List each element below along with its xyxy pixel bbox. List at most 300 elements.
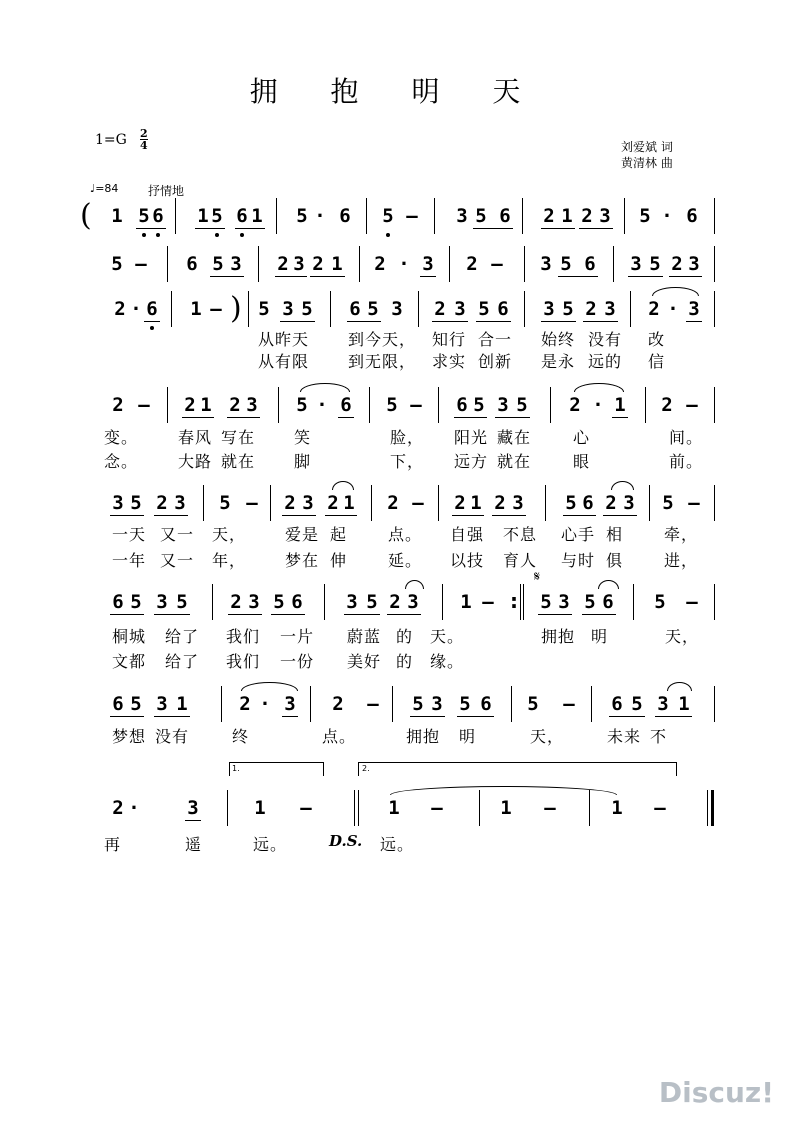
barline	[358, 790, 359, 826]
tie-arc	[390, 786, 617, 795]
note: 3	[112, 492, 124, 514]
barline	[434, 198, 435, 234]
lyric-word: 合一	[478, 330, 513, 349]
lyric-word: 到无限，	[348, 352, 417, 371]
note: 5	[273, 591, 285, 613]
beam-underline	[228, 614, 262, 615]
note: 3	[456, 205, 468, 227]
barline	[714, 686, 715, 722]
beam-underline	[669, 276, 702, 277]
note: 3	[599, 205, 611, 227]
beam-underline	[227, 417, 260, 418]
lyric-word: 育人	[503, 551, 538, 570]
note: 5	[654, 591, 666, 613]
composer-credit: 黄清林 曲	[621, 156, 673, 170]
note: 2	[277, 253, 289, 275]
lyric-word: 大路	[178, 452, 213, 471]
lyric-word: 求实	[432, 352, 467, 371]
lyric-word: 我们	[226, 652, 261, 671]
lyric-word: 天，	[530, 727, 565, 746]
lyric-word: 到今天，	[348, 330, 417, 349]
note: 5	[662, 492, 674, 514]
lyric-word: 笑	[294, 428, 312, 447]
octave-dot	[215, 233, 219, 237]
beam-underline	[655, 716, 692, 717]
note: 2	[239, 693, 251, 715]
note: 6	[112, 591, 124, 613]
repeat-open-paren: (	[80, 198, 92, 233]
tie-arc	[667, 682, 692, 691]
note: 5	[562, 298, 574, 320]
note: –	[544, 797, 556, 819]
note: 5	[219, 492, 231, 514]
note: –	[688, 492, 700, 514]
lyric-word: 的	[396, 652, 414, 671]
lyric-word: 远方	[454, 452, 489, 471]
beam-underline	[282, 716, 298, 717]
note: 2	[454, 492, 466, 514]
beam-underline	[271, 614, 305, 615]
lyric-word: 又一	[160, 551, 195, 570]
beam-underline	[538, 614, 572, 615]
lyric-word: 给了	[165, 652, 200, 671]
note: –	[300, 797, 312, 819]
note: 2	[312, 253, 324, 275]
beam-underline	[583, 321, 618, 322]
barline	[479, 790, 480, 826]
note: 2	[569, 394, 581, 416]
beam-underline	[452, 515, 484, 516]
note: 6	[686, 205, 698, 227]
note: 3	[156, 693, 168, 715]
volta-1-bracket	[229, 762, 323, 763]
note: –	[654, 797, 666, 819]
note: 2	[114, 298, 126, 320]
tie-arc	[332, 481, 354, 490]
lyric-word: 就在	[497, 452, 532, 471]
barline	[330, 291, 331, 327]
lyric-word: 又一	[160, 525, 195, 544]
note: 2	[229, 394, 241, 416]
lyric-word: 信	[648, 352, 666, 371]
lyric-word: 梦想	[112, 727, 147, 746]
volta-2-bracket	[358, 762, 676, 763]
note: 2	[374, 253, 386, 275]
lyric-word: 始终	[541, 330, 576, 349]
barline	[524, 246, 525, 282]
note: 5	[176, 591, 188, 613]
barline	[227, 790, 228, 826]
tie-arc	[241, 682, 298, 691]
barline	[310, 686, 311, 722]
volta-bracket-edge	[323, 762, 324, 776]
lyric-word: 爱是	[285, 525, 320, 544]
barline	[522, 198, 523, 234]
lyric-word: 知行	[432, 330, 467, 349]
tie-arc	[611, 481, 634, 490]
octave-dot	[156, 233, 160, 237]
note: 6	[291, 591, 303, 613]
note: 2	[494, 492, 506, 514]
lyric-word: 一片	[280, 627, 315, 646]
beam-underline	[185, 820, 201, 821]
lyric-word: 终	[232, 727, 250, 746]
lyric-word: 远。	[253, 835, 288, 854]
note: –	[686, 394, 698, 416]
note: 2	[543, 205, 555, 227]
repeat-end-dots: :	[510, 589, 518, 613]
note: 6	[611, 693, 623, 715]
beam-underline	[154, 716, 190, 717]
note: 5	[296, 205, 308, 227]
lyric-word: 不	[650, 727, 668, 746]
lyric-word: 缘。	[430, 652, 465, 671]
lyric-word: 改	[648, 330, 666, 349]
note: 5	[540, 591, 552, 613]
beam-underline	[136, 228, 166, 229]
note: 1	[200, 394, 212, 416]
note: 5	[382, 205, 394, 227]
tie-arc	[300, 383, 350, 392]
note: 6	[146, 298, 158, 320]
barline	[630, 291, 631, 327]
volta-bracket-edge	[676, 762, 677, 776]
note: 1	[176, 693, 188, 715]
beam-underline	[195, 228, 225, 229]
note: 5	[631, 693, 643, 715]
note: 5	[584, 591, 596, 613]
barline	[589, 790, 590, 826]
note: 5	[366, 591, 378, 613]
octave-dot	[240, 233, 244, 237]
tie-arc	[652, 287, 699, 296]
note: –	[431, 797, 443, 819]
barline	[276, 198, 277, 234]
note: 6	[584, 253, 596, 275]
note: 5	[386, 394, 398, 416]
lyric-word: 以技	[450, 551, 485, 570]
beam-underline	[579, 228, 613, 229]
barline	[167, 246, 168, 282]
volta-bracket-edge	[358, 762, 359, 776]
note: 5	[111, 253, 123, 275]
note: 3	[422, 253, 434, 275]
barline	[545, 485, 546, 521]
barline	[714, 198, 715, 234]
lyric-word: 年，	[212, 551, 247, 570]
lyric-word: 阳光	[454, 428, 489, 447]
note: –	[686, 591, 698, 613]
note: 5	[649, 253, 661, 275]
barline	[418, 291, 419, 327]
note: 1	[561, 205, 573, 227]
note: 6	[349, 298, 361, 320]
note: 2	[671, 253, 683, 275]
lyric-word: 俱	[606, 551, 624, 570]
note: 1	[500, 797, 512, 819]
lyric-word: 天，	[212, 525, 247, 544]
note: –	[563, 693, 575, 715]
beam-underline	[495, 417, 530, 418]
beam-underline	[110, 716, 144, 717]
note: ·	[128, 797, 140, 819]
note: 5	[211, 205, 223, 227]
note: 1	[678, 693, 690, 715]
note: 6	[152, 205, 164, 227]
octave-dot	[142, 233, 146, 237]
barline	[366, 198, 367, 234]
barline	[613, 246, 614, 282]
note: 5	[130, 492, 142, 514]
lyric-word: 遥	[185, 835, 203, 854]
beam-underline	[275, 276, 307, 277]
note: –	[135, 253, 147, 275]
note: 3	[497, 394, 509, 416]
beam-underline	[432, 321, 468, 322]
barline	[591, 686, 592, 722]
lyric-word: 心	[573, 428, 591, 447]
note: –	[482, 591, 494, 613]
note: 6	[582, 492, 594, 514]
note: ·	[592, 394, 604, 416]
song-title: 拥 抱 明 天	[249, 75, 543, 108]
lyric-word: 藏在	[497, 428, 532, 447]
barline	[449, 246, 450, 282]
note: 5	[560, 253, 572, 275]
beam-underline	[454, 417, 487, 418]
note: 3	[302, 492, 314, 514]
note: 3	[657, 693, 669, 715]
note: 5	[258, 298, 270, 320]
beam-underline	[492, 515, 526, 516]
beam-underline	[410, 716, 445, 717]
beam-underline	[235, 228, 265, 229]
beam-underline	[154, 614, 190, 615]
note: ·	[661, 205, 673, 227]
lyric-word: 一份	[280, 652, 315, 671]
barline	[523, 584, 524, 620]
note: –	[246, 492, 258, 514]
beam-underline	[612, 417, 628, 418]
note: 2	[184, 394, 196, 416]
note: ·	[314, 205, 326, 227]
beam-underline	[182, 417, 214, 418]
note: 5	[130, 693, 142, 715]
volta-1-label: 1.	[232, 764, 240, 773]
lyric-word: 明	[459, 727, 477, 746]
lyric-word: 明	[591, 627, 609, 646]
note: 3	[688, 298, 700, 320]
note: ·	[398, 253, 410, 275]
note: 2	[387, 492, 399, 514]
lyric-word: 下，	[390, 452, 425, 471]
barline	[369, 387, 370, 423]
final-bar-thick	[711, 790, 714, 826]
lyric-word: 天。	[430, 627, 465, 646]
note: –	[410, 394, 422, 416]
lyric-word: 心手	[561, 525, 596, 544]
lyric-word: 变。	[104, 428, 139, 447]
lyric-word: 我们	[226, 627, 261, 646]
note: –	[210, 298, 222, 320]
note: 6	[480, 693, 492, 715]
note: 3	[454, 298, 466, 320]
lyric-word: 念。	[104, 452, 139, 471]
lyric-word: 从昨天	[258, 330, 310, 349]
lyric-word: 脸，	[390, 428, 425, 447]
note: 6	[499, 205, 511, 227]
note: 5	[527, 693, 539, 715]
note: 3	[431, 693, 443, 715]
barline	[175, 198, 176, 234]
lyric-word: 拥抱	[541, 627, 576, 646]
note: 1	[331, 253, 343, 275]
time-signature	[140, 128, 148, 151]
lyric-word: 再	[104, 835, 122, 854]
barline	[438, 485, 439, 521]
repeat-close-paren: )	[230, 291, 242, 326]
beam-underline	[344, 614, 380, 615]
lyric-word: 远的	[588, 352, 623, 371]
beam-underline	[420, 276, 436, 277]
barline	[524, 291, 525, 327]
volta-bracket-edge	[229, 762, 230, 776]
barline	[392, 686, 393, 722]
lyric-word: 没有	[155, 727, 190, 746]
note: 3	[248, 591, 260, 613]
lyric-word: 前。	[669, 452, 704, 471]
note: 5	[138, 205, 150, 227]
note: 2	[434, 298, 446, 320]
barline	[714, 584, 715, 620]
beam-underline	[144, 321, 160, 322]
lyric-word: 梦在	[285, 551, 320, 570]
barline	[714, 387, 715, 423]
lyric-word: 文都	[112, 652, 147, 671]
barline	[324, 584, 325, 620]
note: –	[491, 253, 503, 275]
lyric-word: 桐城	[112, 627, 147, 646]
note: 2	[605, 492, 617, 514]
note: 2	[661, 394, 673, 416]
note: 1	[197, 205, 209, 227]
note: 1	[614, 394, 626, 416]
note: 6	[340, 394, 352, 416]
note: 2	[112, 394, 124, 416]
note: –	[406, 205, 418, 227]
note: 2	[284, 492, 296, 514]
note: 6	[456, 394, 468, 416]
note: 2	[389, 591, 401, 613]
note: 5	[565, 492, 577, 514]
note: 2	[230, 591, 242, 613]
note: 5	[639, 205, 651, 227]
note: 3	[282, 298, 294, 320]
note: 2	[327, 492, 339, 514]
beam-underline	[476, 321, 511, 322]
beam-underline	[310, 276, 345, 277]
note: 2	[581, 205, 593, 227]
octave-dot	[386, 233, 390, 237]
note: 6	[112, 693, 124, 715]
note: 3	[512, 492, 524, 514]
beam-underline	[558, 276, 598, 277]
ds-marking: D.S.	[329, 832, 363, 850]
note: 1	[251, 205, 263, 227]
note: 3	[187, 797, 199, 819]
barline	[520, 584, 521, 620]
barline	[354, 790, 355, 826]
lyric-word: 未来	[607, 727, 642, 746]
note: –	[412, 492, 424, 514]
beam-underline	[325, 515, 357, 516]
lyric-word: 远。	[380, 835, 415, 854]
note: 3	[407, 591, 419, 613]
beam-underline	[541, 321, 576, 322]
note: 3	[688, 253, 700, 275]
barline	[633, 584, 634, 620]
lyric-word: 蔚蓝	[347, 627, 382, 646]
time-numerator: 2	[140, 127, 148, 140]
note: 2	[156, 492, 168, 514]
note: 3	[156, 591, 168, 613]
beam-underline	[563, 515, 596, 516]
lyric-word: 给了	[165, 627, 200, 646]
beam-underline	[110, 515, 144, 516]
lyric-word: 美好	[347, 652, 382, 671]
note: 5	[473, 394, 485, 416]
barline	[649, 485, 650, 521]
lyric-word: 的	[396, 627, 414, 646]
beam-underline	[628, 276, 663, 277]
beam-underline	[347, 321, 381, 322]
note: 3	[346, 591, 358, 613]
note: 6	[497, 298, 509, 320]
note: 5	[296, 394, 308, 416]
note: 3	[630, 253, 642, 275]
note: 5	[412, 693, 424, 715]
lyric-word: 不息	[503, 525, 538, 544]
note: 5	[516, 394, 528, 416]
note: 1	[190, 298, 202, 320]
note: 3	[540, 253, 552, 275]
tie-arc	[598, 580, 619, 589]
note: 2	[112, 797, 124, 819]
note: 3	[246, 394, 258, 416]
note: –	[138, 394, 150, 416]
note: 1	[343, 492, 355, 514]
note: 1	[470, 492, 482, 514]
lyric-word: 与时	[561, 551, 596, 570]
segno-sign: 𝄋	[534, 569, 541, 585]
note: 3	[604, 298, 616, 320]
lyric-word: 天，	[665, 627, 700, 646]
note: 3	[558, 591, 570, 613]
beam-underline	[282, 515, 316, 516]
beam-underline	[609, 716, 645, 717]
note: 5	[478, 298, 490, 320]
barline	[371, 485, 372, 521]
note: ·	[259, 693, 271, 715]
note: 6	[236, 205, 248, 227]
note: 6	[602, 591, 614, 613]
note: 3	[293, 253, 305, 275]
note: 5	[475, 205, 487, 227]
note: 1	[611, 797, 623, 819]
note: 5	[301, 298, 313, 320]
note: 2	[648, 298, 660, 320]
lyric-word: 进，	[664, 551, 699, 570]
